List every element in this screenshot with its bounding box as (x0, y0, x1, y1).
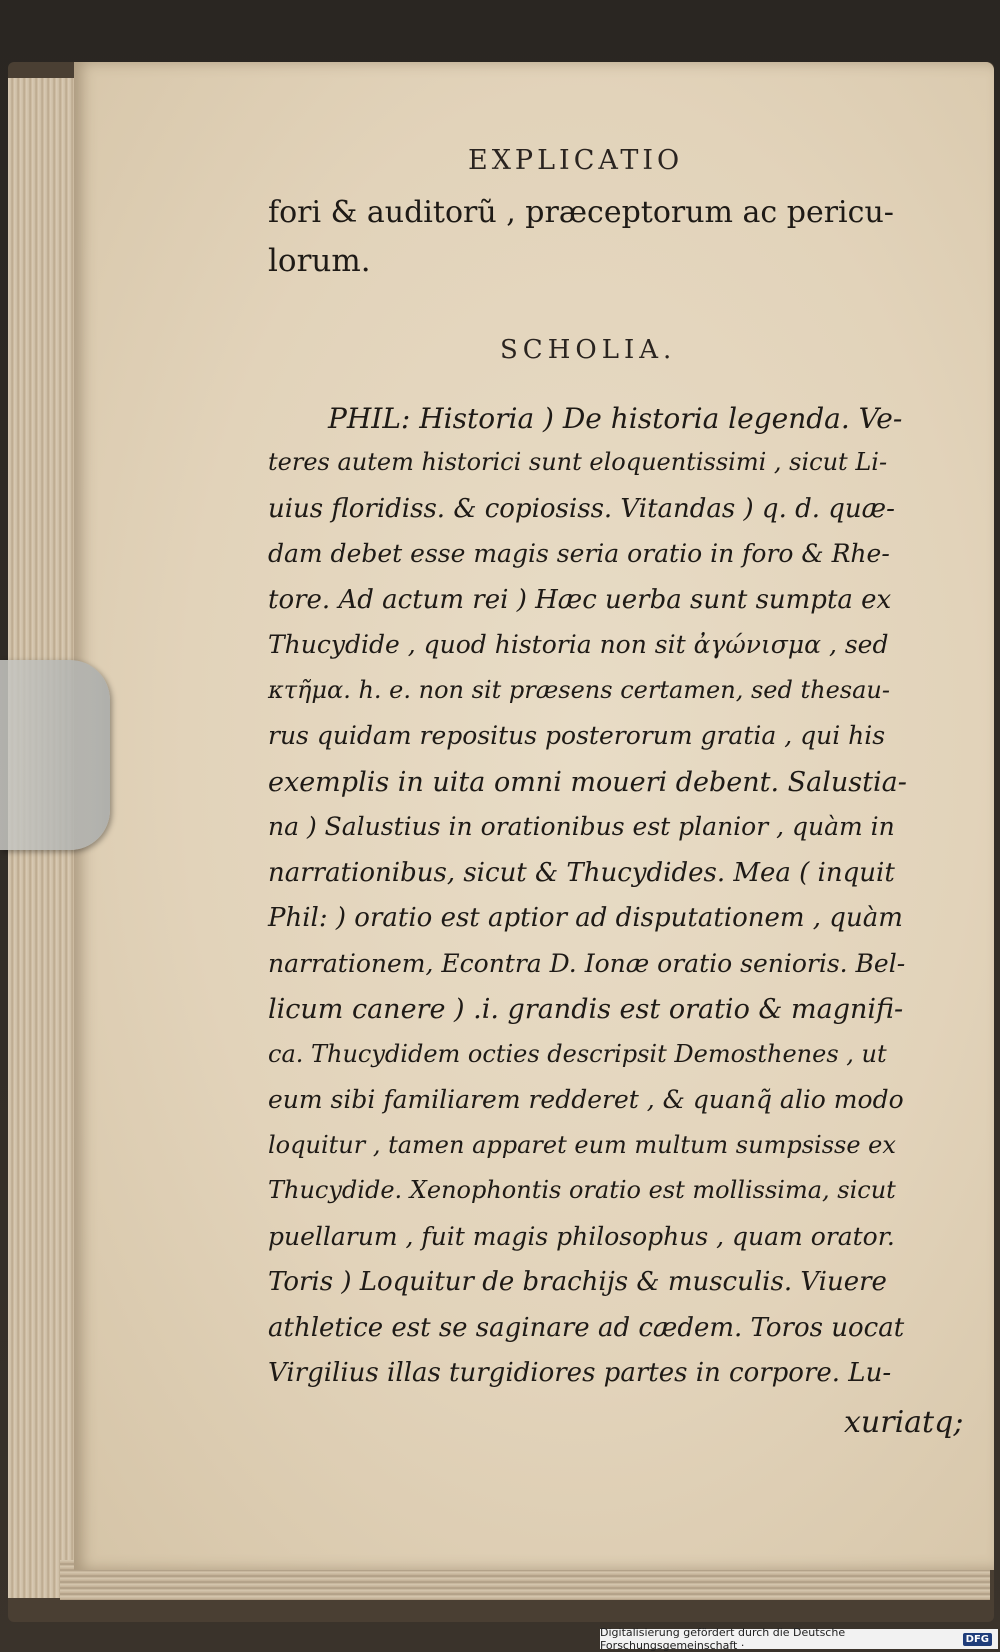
body-line: exemplis in uita omni moueri debent. Salustia- (268, 767, 907, 798)
dfg-logo-icon: DFG (963, 1633, 992, 1646)
body-line: na ) Salustius in orationibus est planior , quàm in (268, 812, 895, 841)
body-line: uius floridiss. & copiosiss. Vitandas ) q. d. quæ- (268, 494, 895, 524)
body-line: athletice est se saginare ad cædem. Toros uocat (268, 1313, 905, 1343)
body-line: licum canere ) .i. grandis est oratio & magnifi- (268, 994, 904, 1025)
section-heading: SCHOLIA. (500, 335, 677, 365)
body-line: Phil: ) oratio est aptior ad disputationem , quàm (268, 903, 903, 933)
body-line: narrationibus, sicut & Thucydides. Mea ( inquit (268, 858, 895, 888)
body-line: Thucydide , quod historia non sit ἀγώνισμα , sed (268, 630, 889, 659)
body-line: κτῆμα. h. e. non sit præsens certamen, sed thesau- (268, 676, 890, 704)
body-line: dam debet esse magis seria oratio in foro & Rhe- (268, 539, 890, 568)
body-line: teres autem historici sunt eloquentissimi , sicut Li- (268, 448, 888, 476)
body-line: narrationem, Econtra D. Ionæ oratio senioris. Bel- (268, 949, 906, 978)
running-head: EXPLICATIO (468, 145, 684, 176)
digitization-footer (600, 1626, 998, 1652)
body-line: PHIL: Historia ) De historia legenda. Ve- (328, 402, 903, 435)
footer-text: Digitalisierung gefördert durch die Deutsche Forschungsgemeinschaft · (600, 1626, 846, 1652)
body-line: loquitur , tamen apparet eum multum sumpsisse ex (268, 1131, 896, 1159)
body-line: tore. Ad actum rei ) Hæc uerba sunt sumpta ex (268, 585, 892, 615)
body-line: ca. Thucydidem octies descripsit Demosthenes , ut (268, 1040, 887, 1068)
body-line: Toris ) Loquitur de brachijs & musculis. Viuere (268, 1267, 887, 1297)
body-line: rus quidam repositus posterorum gratia , qui his (268, 721, 886, 750)
page-clip (0, 660, 110, 850)
body-line: puellarum , fuit magis philosophus , quam orator. (268, 1222, 895, 1251)
catchword: xuriatq; (844, 1405, 964, 1440)
body-line: eum sibi familiarem redderet , & quanq̃ alio modo (268, 1085, 904, 1114)
intro-line-2: lorum. (268, 243, 371, 279)
intro-line-1: fori & auditorũ , præceptorum ac pericu- (268, 195, 894, 230)
body-line: Virgilius illas turgidiores partes in corpore. Lu- (268, 1358, 892, 1388)
body-line: Thucydide. Xenophontis oratio est mollissima, sicut (268, 1176, 896, 1204)
